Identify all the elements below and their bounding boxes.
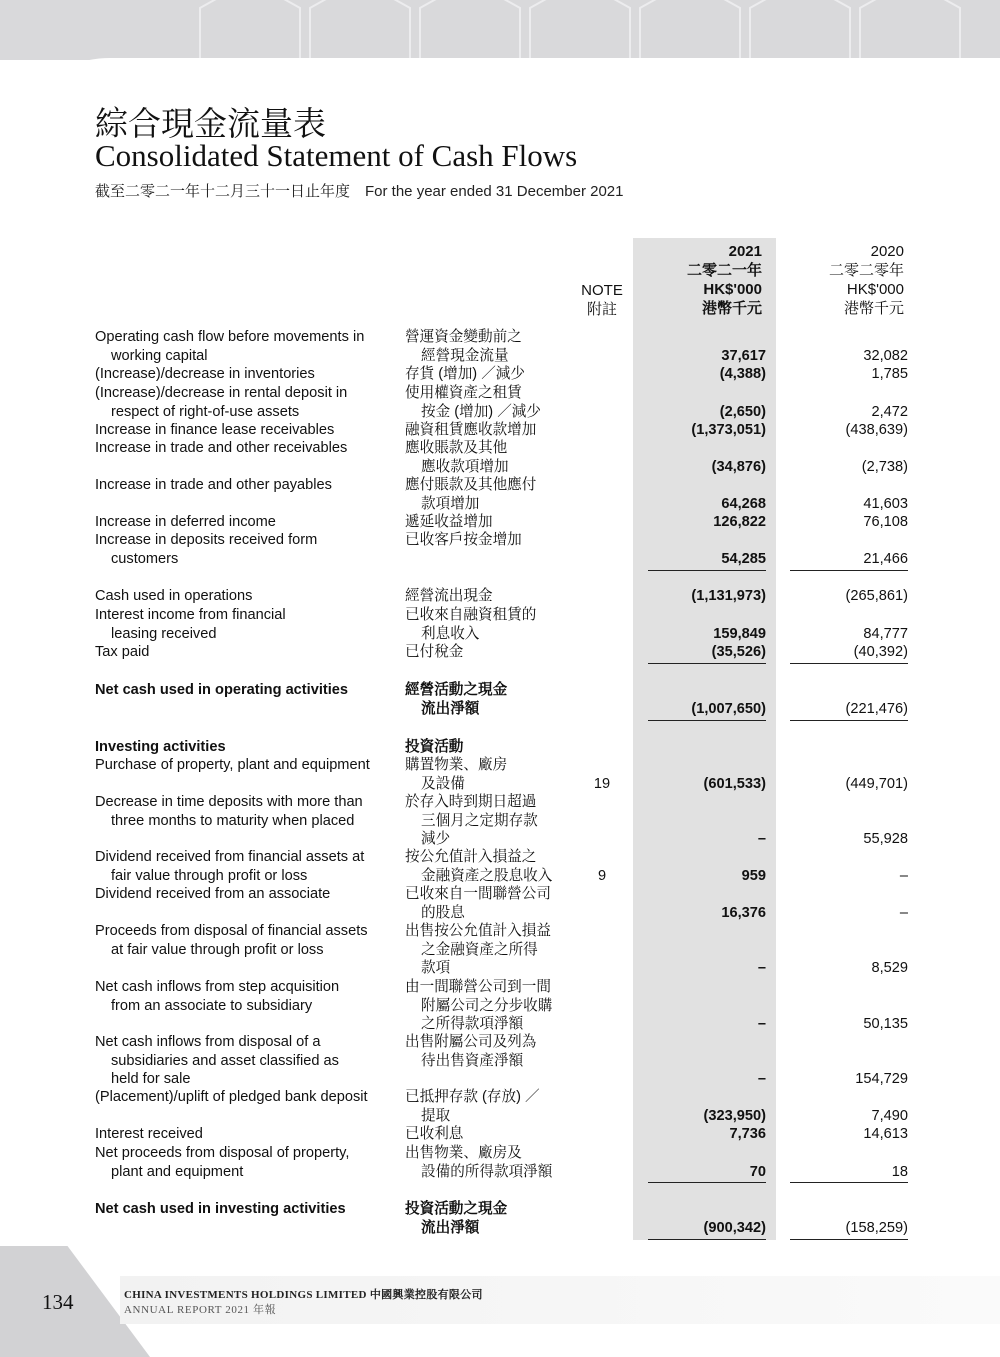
note-header-cn: 附註 (586, 301, 617, 318)
value-2020: (2,738) (861, 458, 908, 475)
value-2021: (323,950) (703, 1107, 766, 1124)
value-2021: 64,268 (721, 495, 766, 512)
row-label-cn: 投資活動 (405, 739, 464, 755)
row-label-cn: 購置物業、廠房 及設備 (405, 757, 508, 792)
row-label-en: Increase in trade and other receivables (95, 440, 348, 456)
value-2021: (34,876) (711, 458, 766, 475)
row-label-en: Interest income from financial leasing received (95, 607, 286, 642)
row-label-cn: 出售附屬公司及列為 待出售資產淨額 (405, 1034, 537, 1069)
page-number: 134 (42, 1290, 74, 1314)
note-header-en: NOTE (581, 282, 623, 299)
row-label-cn: 出售物業、廠房及 設備的所得款項淨額 (405, 1145, 553, 1180)
current-year-column-shade (633, 238, 776, 1240)
value-2021: 70 (749, 1163, 766, 1180)
value-2020: 154,729 (855, 1071, 908, 1087)
row-label-cn: 已付稅金 (405, 644, 464, 660)
value-2020: 41,603 (863, 495, 908, 512)
row-label-en: (Placement)/uplift of pledged bank deposit (95, 1089, 368, 1105)
row-label-en: Increase in trade and other payables (95, 477, 332, 493)
value-2021: (900,342) (703, 1219, 766, 1236)
subtotal-rule-2021 (648, 570, 766, 571)
row-label-cn: 使用權資產之租賃 按金 (增加) ／減少 (405, 385, 541, 420)
value-2020: 32,082 (863, 347, 908, 364)
value-2021: – (757, 960, 766, 976)
value-2021: (4,388) (719, 366, 766, 382)
row-label-en: Tax paid (95, 644, 150, 660)
value-2021: 7,736 (729, 1126, 766, 1142)
value-2020: 18 (891, 1163, 908, 1180)
value-2021: (35,526) (711, 644, 766, 660)
row-label-en: Dividend received from an associate (95, 886, 331, 902)
value-2020: (449,701) (845, 775, 908, 792)
row-label-en: Dividend received from financial assets at fair value through profit or loss (95, 849, 365, 884)
value-2020: (40,392) (853, 644, 908, 660)
value-2020: (158,259) (845, 1219, 908, 1236)
value-2021: (1,007,650) (691, 700, 766, 717)
row-label-en: Net proceeds from disposal of property, plant and equipment (95, 1145, 350, 1180)
row-label-cn: 由一間聯營公司到一間 附屬公司之分步收購 之所得款項淨額 (405, 979, 553, 1032)
footer-company-name: CHINA INVESTMENTS HOLDINGS LIMITED 中國興業控股有限公司 (124, 1289, 483, 1301)
value-2020: (265,861) (845, 588, 908, 604)
row-label-en: (Increase)/decrease in rental deposit in respect of right-of-use assets (95, 385, 348, 420)
row-label-en: Decrease in time deposits with more than three months to maturity when placed (95, 794, 363, 829)
value-2021: – (757, 831, 766, 847)
hexagon-pattern (0, 0, 1000, 60)
total-rule-2021 (648, 1239, 766, 1240)
value-2021: – (757, 1071, 766, 1087)
value-2021: (1,131,973) (691, 588, 766, 604)
value-2020: 8,529 (871, 960, 908, 976)
row-label-en: Net cash used in investing activities (95, 1201, 346, 1217)
value-2020: – (899, 867, 908, 884)
row-label-cn: 按公允值計入損益之 金融資產之股息收入 (405, 849, 553, 884)
year-2020-unit-cn: 港幣千元 (843, 300, 904, 317)
value-2021: 159,849 (713, 625, 766, 642)
row-label-en: Cash used in operations (95, 588, 253, 604)
value-2020: 21,466 (863, 550, 908, 567)
row-label-cn: 遞延收益增加 (405, 514, 493, 530)
value-2021: 37,617 (721, 347, 766, 364)
row-label-en: Net cash inflows from step acquisition from an associate to subsidiary (95, 979, 340, 1014)
value-2020: 14,613 (863, 1126, 908, 1142)
value-2020: 7,490 (871, 1107, 908, 1124)
row-label-cn: 經營流出現金 (405, 588, 493, 604)
row-label-cn: 投資活動之現金 流出淨額 (405, 1201, 508, 1236)
value-2020: 76,108 (863, 514, 908, 530)
row-label-en: Increase in deposits received form customers (95, 532, 318, 567)
page-title: Consolidated Statement of Cash Flows (95, 138, 578, 173)
row-label-cn: 已收來自一間聯營公司 的股息 (405, 886, 551, 921)
year-2021-unit: HK$'000 (703, 281, 762, 298)
value-2020: (221,476) (845, 700, 908, 717)
row-label-cn: 經營活動之現金 流出淨額 (405, 682, 508, 717)
row-label-cn: 已收利息 (405, 1126, 464, 1142)
value-2020: 50,135 (863, 1016, 908, 1032)
row-label-cn: 已收來自融資租賃的 利息收入 (405, 607, 537, 642)
row-label-cn: 營運資金變動前之 經營現金流量 (405, 329, 522, 364)
subtotal-rule-2020 (790, 570, 908, 571)
note-ref: 19 (593, 775, 611, 792)
footer-report-name: ANNUAL REPORT 2021 年報 (124, 1304, 277, 1316)
year-2020-unit: HK$'000 (846, 281, 904, 298)
value-2021: 16,376 (721, 904, 766, 921)
note-ref: 9 (597, 867, 607, 884)
row-label-cn: 出售按公允值計入損益 之金融資產之所得 款項 (405, 923, 551, 976)
year-2021-unit-cn: 港幣千元 (701, 300, 762, 317)
total-rule-2021 (648, 720, 766, 721)
row-label-en: Purchase of property, plant and equipment (95, 757, 370, 773)
value-2021: 126,822 (713, 514, 766, 530)
subtotal-rule-2020 (790, 663, 908, 664)
note-column-header (580, 281, 624, 319)
row-label-en: Increase in finance lease receivables (95, 422, 335, 438)
year-2021-column-header (640, 242, 762, 318)
value-2020: 2,472 (871, 403, 908, 420)
year-2020-column-header (780, 242, 904, 318)
year-2021-label-cn: 二零二一年 (686, 262, 762, 279)
row-label-cn: 應收賬款及其他 應收款項增加 (405, 440, 509, 475)
value-2021: (1,373,051) (691, 422, 766, 438)
row-label-cn: 已收客戶按金增加 (405, 532, 522, 548)
subtotal-rule-2021 (648, 663, 766, 664)
year-2020-label-cn: 二零二零年 (828, 262, 904, 279)
row-label-en: Proceeds from disposal of financial assets at fair value through profit or loss (95, 923, 368, 958)
page-title-chinese: 綜合現金流量表 (95, 104, 326, 143)
row-label-en: Operating cash flow before movements in working capital (95, 329, 365, 364)
row-label-cn: 融資租賃應收款增加 (405, 422, 537, 438)
value-2020: 1,785 (871, 366, 908, 382)
row-label-cn: 存貨 (增加) ／減少 (405, 366, 525, 382)
row-label-cn: 於存入時到期日超過 三個月之定期存款 減少 (405, 794, 538, 847)
row-label-en: (Increase)/decrease in inventories (95, 366, 315, 382)
row-label-en: Net cash inflows from disposal of a subsidiaries and asset classified as held for sale (95, 1034, 339, 1087)
value-2020: – (899, 904, 908, 921)
row-label-cn: 應付賬款及其他應付 款項增加 (405, 477, 537, 512)
value-2021: – (757, 1016, 766, 1032)
year-2021-label: 2021 (728, 243, 762, 260)
value-2021: 54,285 (721, 550, 766, 567)
value-2021: (601,533) (703, 775, 766, 792)
row-label-en: Investing activities (95, 739, 226, 755)
value-2021: 959 (741, 867, 766, 884)
value-2021: (2,650) (719, 403, 766, 420)
subtotal-rule-2020 (790, 1182, 908, 1183)
page-subtitle: 截至二零二一年十二月三十一日止年度 For the year ended 31 December 2021 (95, 183, 624, 200)
row-label-en: Interest received (95, 1126, 203, 1142)
value-2020: 84,777 (863, 625, 908, 642)
row-label-cn: 已抵押存款 (存放) ／ 提取 (405, 1089, 540, 1124)
value-2020: (438,639) (845, 422, 908, 438)
row-label-en: Increase in deferred income (95, 514, 276, 530)
subtotal-rule-2021 (648, 1182, 766, 1183)
value-2020: 55,928 (863, 831, 908, 847)
row-label-en: Net cash used in operating activities (95, 682, 349, 698)
total-rule-2020 (790, 720, 908, 721)
year-2020-label: 2020 (870, 243, 904, 260)
total-rule-2020 (790, 1239, 908, 1240)
